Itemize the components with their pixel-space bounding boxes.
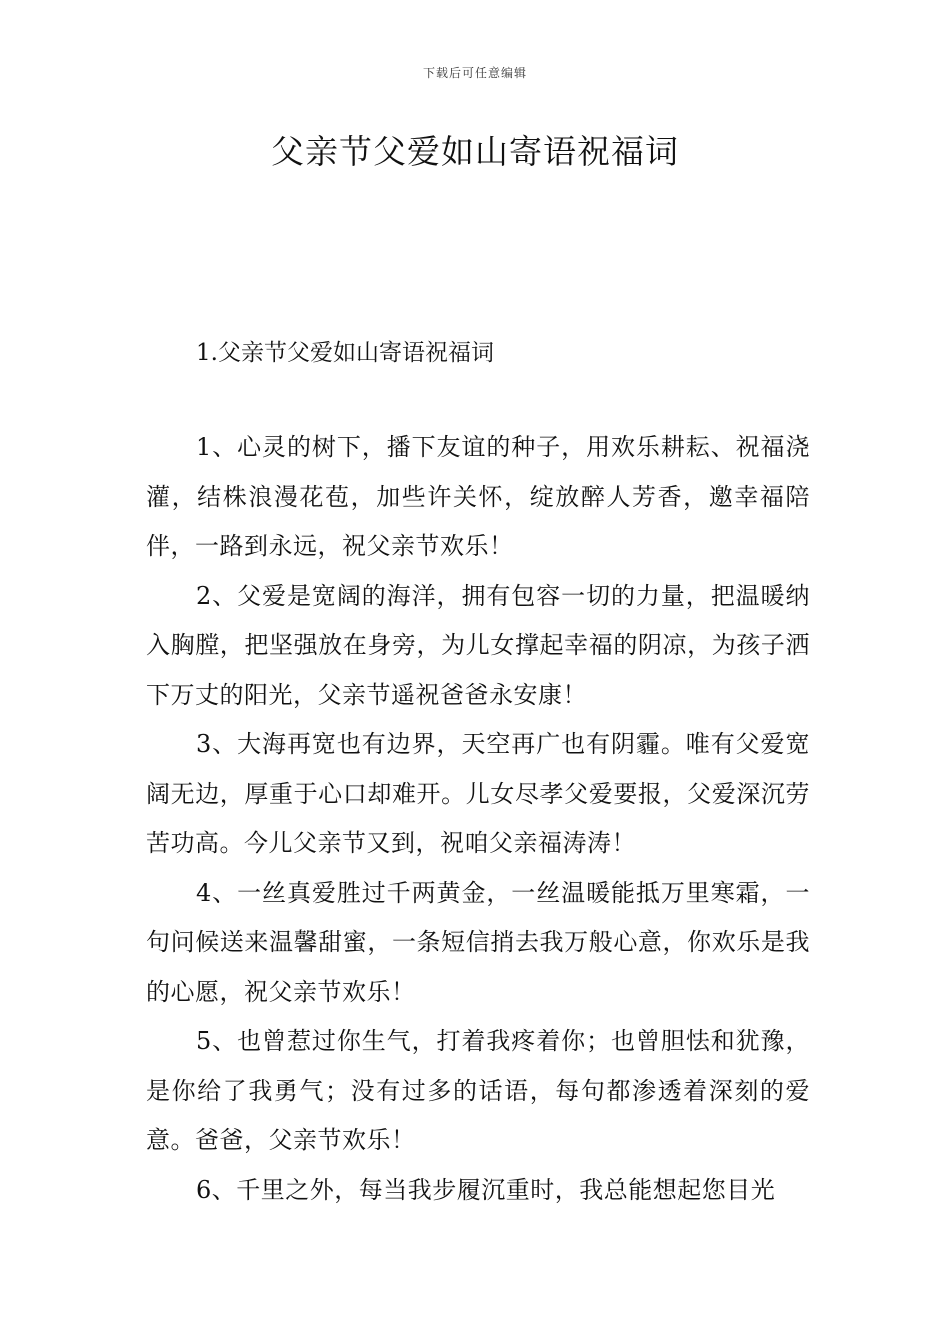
paragraph-4: 4、一丝真爱胜过千两黄金，一丝温暖能抵万里寒霜，一句问候送来温馨甜蜜，一条短信捎去我万般心意，你欢乐是我的心愿，祝父亲节欢乐！	[146, 878, 810, 1006]
paragraph-5: 5、也曾惹过你生气，打着我疼着你；也曾胆怯和犹豫，是你给了我勇气；没有过多的话语，每句都渗透着深刻的爱意。爸爸，父亲节欢乐！	[146, 1027, 810, 1154]
paragraph-1: 1、心灵的树下，播下友谊的种子，用欢乐耕耘、祝福浇灌，结株浪漫花苞，加些许关怀，绽放醉人芳香，邀幸福陪伴，一路到永远，祝父亲节欢乐！	[146, 433, 810, 560]
paragraph-3: 3、大海再宽也有边界，天空再广也有阴霾。唯有父爱宽阔无边，厚重于心口却难开。儿女尽孝父爱要报，父爱深沉劳苦功高。今儿父亲节又到，祝咱父亲福涛涛！	[146, 730, 810, 857]
page-header-note: 下载后可任意编辑	[422, 66, 527, 80]
body-text	[146, 423, 810, 1215]
paragraph-2: 2、父爱是宽阔的海洋，拥有包容一切的力量，把温暖纳入胸膛，把坚强放在身旁，为儿女撑起幸福的阴凉，为孩子洒下万丈的阳光，父亲节遥祝爸爸永安康！	[146, 581, 810, 709]
section-heading: 1.父亲节父爱如山寄语祝福词	[196, 340, 494, 366]
paragraph-6: 6、千里之外，每当我步履沉重时，我总能想起您目光	[196, 1175, 776, 1204]
document-title: 父亲节父爱如山寄语祝福词	[271, 132, 679, 171]
